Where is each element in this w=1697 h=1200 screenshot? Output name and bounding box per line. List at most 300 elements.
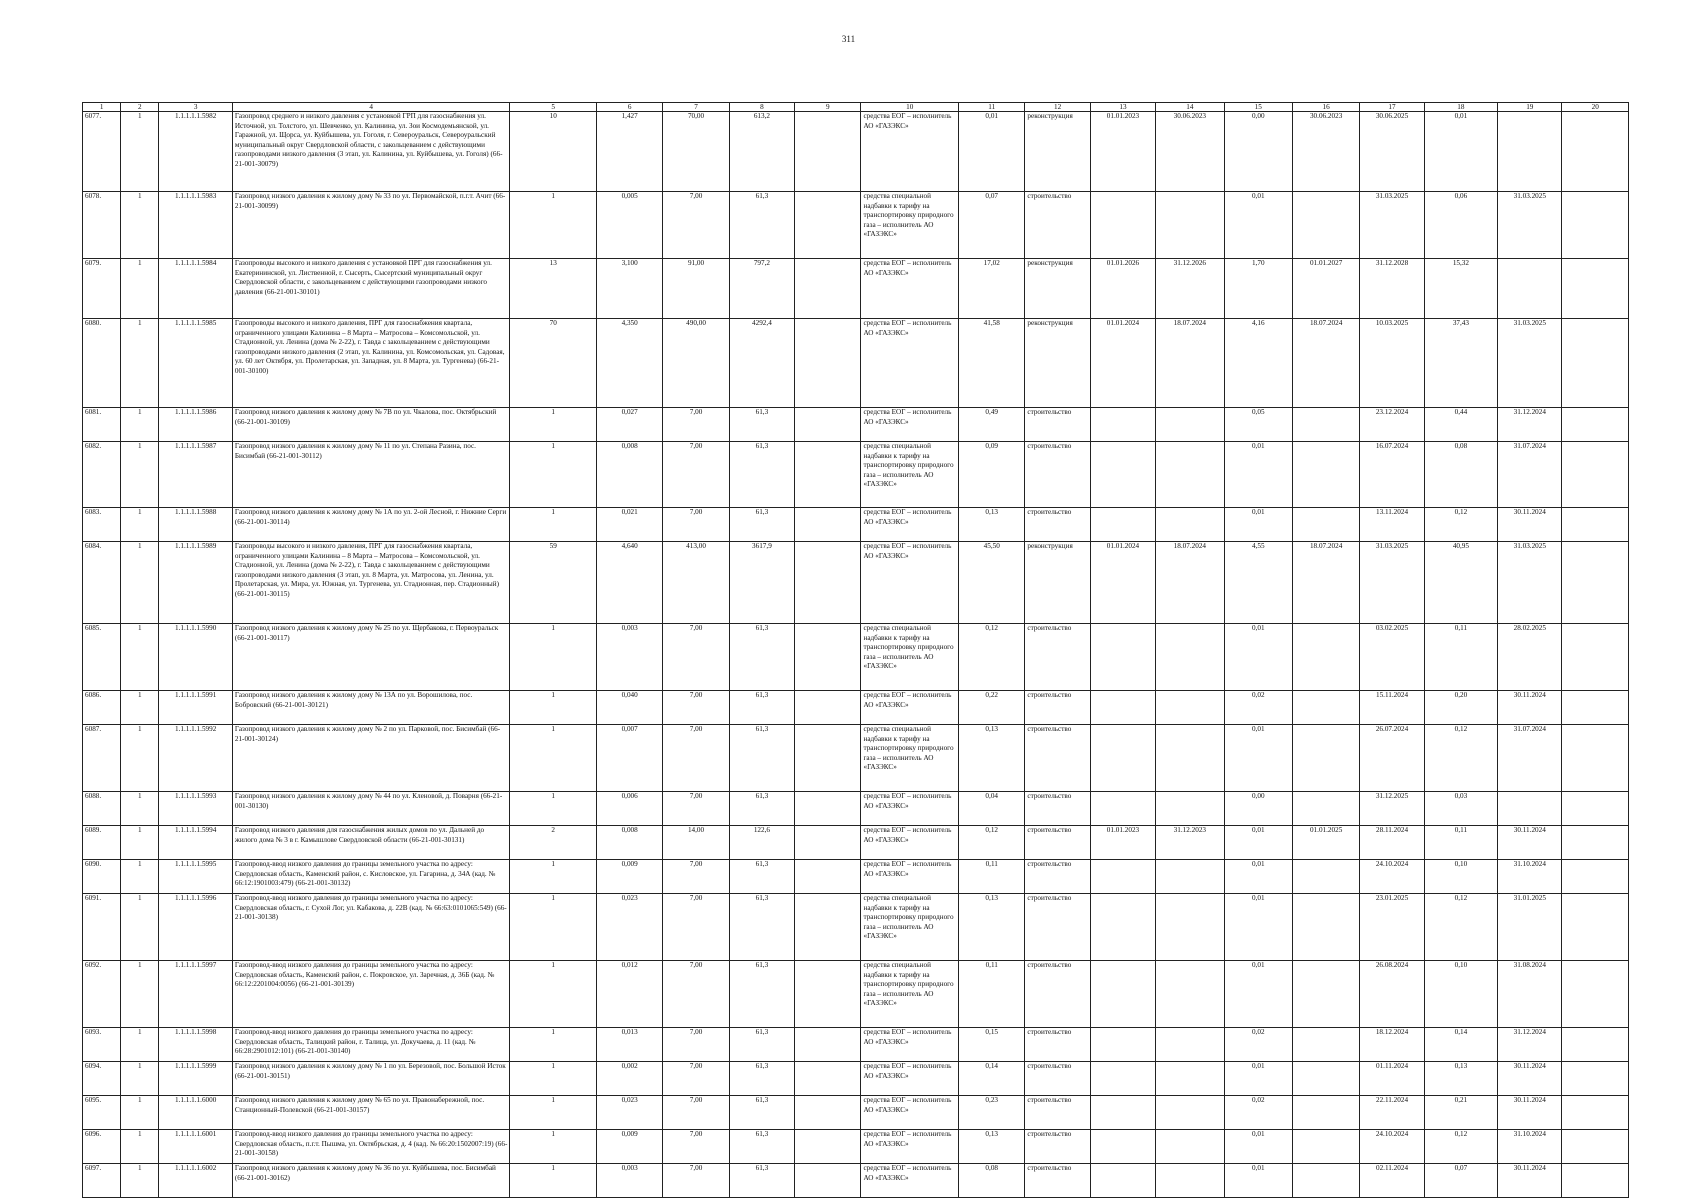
table-cell-col-3: 1.1.1.1.1.6002 [159, 1164, 232, 1198]
table-cell-col-1: 6083. [83, 508, 121, 542]
column-number-row [83, 103, 1629, 112]
table-cell-col-2: 1 [121, 1028, 159, 1062]
table-row [83, 1028, 1629, 1062]
table-cell-col-12: строительство [1025, 1164, 1090, 1198]
table-cell-col-4: Газопровод низкого давления к жилому дому № 25 по ул. Щербакова, г. Первоуральск (66-21-001-30117) [232, 624, 510, 691]
table-cell-col-19: 31.07.2024 [1498, 725, 1562, 792]
table-cell-col-20 [1562, 826, 1629, 860]
table-cell-col-17: 31.12.2025 [1360, 792, 1424, 826]
table-cell-col-8: 61,3 [729, 1062, 794, 1096]
table-cell-col-11: 0,01 [959, 112, 1025, 192]
table-cell-col-8: 61,3 [729, 192, 794, 259]
table-row [83, 1096, 1629, 1130]
table-cell-col-1: 6079. [83, 259, 121, 319]
table-cell-col-16 [1292, 725, 1359, 792]
table-cell-col-7: 7,00 [663, 1062, 729, 1096]
table-cell-col-2: 1 [121, 1130, 159, 1164]
table-cell-col-9 [795, 860, 861, 894]
table-cell-col-16 [1292, 961, 1359, 1028]
table-cell-col-11: 0,15 [959, 1028, 1025, 1062]
table-cell-col-17: 24.10.2024 [1360, 1130, 1424, 1164]
table-cell-col-3: 1.1.1.1.1.5984 [159, 259, 232, 319]
table-cell-col-7: 7,00 [663, 1028, 729, 1062]
page-number: 311 [841, 34, 856, 44]
table-cell-col-16 [1292, 1130, 1359, 1164]
table-cell-col-2: 1 [121, 112, 159, 192]
table-cell-col-5: 1 [510, 1062, 597, 1096]
table-cell-col-11: 17,02 [959, 259, 1025, 319]
table-cell-col-10: средства специальной надбавки к тарифу на транспортировку природного газа – исполнитель АО «ГАЗЭКС» [861, 624, 959, 691]
table-cell-col-12: строительство [1025, 860, 1090, 894]
table-cell-col-6: 0,008 [596, 826, 662, 860]
table-cell-col-12: реконструкция [1025, 319, 1090, 408]
table-cell-col-11: 0,08 [959, 1164, 1025, 1198]
table-cell-col-9 [795, 542, 861, 624]
table-cell-col-12: строительство [1025, 691, 1090, 725]
table-cell-col-15: 0,02 [1224, 691, 1292, 725]
table-cell-col-7: 7,00 [663, 408, 729, 442]
table-cell-col-14 [1156, 442, 1224, 508]
table-cell-col-20 [1562, 542, 1629, 624]
table-cell-col-4: Газопроводы высокого и низкого давления, ПРГ для газоснабжения квартала, ограниченного улицами Калинина – 8 Марта – Матросова – Комсомольской, ул. Стадионной, ул. Ленина (дома № 2-22), г. Тавда с закольцеванием с действующими газопроводами низкого давления (2 этап, ул. Калинина, ул. Комсомольская, ул. Садовая, ул. 60 лет Октября, ул. Пролетарская, ул. Западная, ул. 8 Марта, ул. Тургенева) (66-21-001-30100) [232, 319, 510, 408]
table-cell-col-14 [1156, 1164, 1224, 1198]
table-cell-col-20 [1562, 792, 1629, 826]
column-header: 5 [510, 103, 597, 112]
table-row [83, 508, 1629, 542]
table-row [83, 860, 1629, 894]
table-cell-col-19 [1498, 112, 1562, 192]
table-cell-col-18: 37,43 [1424, 319, 1497, 408]
table-cell-col-3: 1.1.1.1.1.5995 [159, 860, 232, 894]
table-row [83, 725, 1629, 792]
table-cell-col-7: 7,00 [663, 860, 729, 894]
table-cell-col-13 [1090, 624, 1155, 691]
table-cell-col-15: 0,01 [1224, 1130, 1292, 1164]
table-cell-col-13 [1090, 860, 1155, 894]
table-cell-col-16 [1292, 1096, 1359, 1130]
table-cell-col-6: 0,012 [596, 961, 662, 1028]
table-cell-col-5: 70 [510, 319, 597, 408]
table-cell-col-18: 0,12 [1424, 725, 1497, 792]
table-cell-col-9 [795, 259, 861, 319]
table-row [83, 1130, 1629, 1164]
table-cell-col-9 [795, 508, 861, 542]
column-header: 2 [121, 103, 159, 112]
table-row [83, 1062, 1629, 1096]
table-cell-col-13 [1090, 1164, 1155, 1198]
table-cell-col-5: 1 [510, 691, 597, 725]
table-cell-col-19: 31.12.2024 [1498, 408, 1562, 442]
table-cell-col-17: 18.12.2024 [1360, 1028, 1424, 1062]
table-cell-col-10: средства ЕОГ – исполнитель АО «ГАЗЭКС» [861, 860, 959, 894]
table-cell-col-10: средства ЕОГ – исполнитель АО «ГАЗЭКС» [861, 792, 959, 826]
table-cell-col-5: 1 [510, 860, 597, 894]
table-cell-col-6: 0,021 [596, 508, 662, 542]
table-cell-col-4: Газопровод низкого давления к жилому дому № 36 по ул. Куйбышева, пос. Бисимбай (66-21-001-30162) [232, 1164, 510, 1198]
table-cell-col-14 [1156, 1062, 1224, 1096]
column-header: 8 [729, 103, 794, 112]
table-cell-col-8: 61,3 [729, 624, 794, 691]
table-cell-col-8: 4292,4 [729, 319, 794, 408]
table-cell-col-19: 28.02.2025 [1498, 624, 1562, 691]
table-cell-col-7: 7,00 [663, 1164, 729, 1198]
table-cell-col-20 [1562, 112, 1629, 192]
table-cell-col-13 [1090, 691, 1155, 725]
table-cell-col-8: 61,3 [729, 792, 794, 826]
table-cell-col-6: 0,007 [596, 725, 662, 792]
table-cell-col-6: 0,008 [596, 442, 662, 508]
table-cell-col-15: 4,16 [1224, 319, 1292, 408]
table-cell-col-13: 01.01.2024 [1090, 319, 1155, 408]
table-cell-col-1: 6092. [83, 961, 121, 1028]
table-cell-col-15: 4,55 [1224, 542, 1292, 624]
table-cell-col-12: строительство [1025, 1062, 1090, 1096]
table-cell-col-20 [1562, 1130, 1629, 1164]
table-cell-col-7: 91,00 [663, 259, 729, 319]
column-header: 11 [959, 103, 1025, 112]
table-cell-col-16 [1292, 1164, 1359, 1198]
table-cell-col-20 [1562, 408, 1629, 442]
table-cell-col-11: 0,49 [959, 408, 1025, 442]
table-cell-col-6: 0,002 [596, 1062, 662, 1096]
table-cell-col-3: 1.1.1.1.1.6000 [159, 1096, 232, 1130]
table-cell-col-8: 613,2 [729, 112, 794, 192]
table-cell-col-20 [1562, 1062, 1629, 1096]
table-cell-col-9 [795, 691, 861, 725]
table-cell-col-14: 18.07.2024 [1156, 319, 1224, 408]
table-cell-col-11: 0,14 [959, 1062, 1025, 1096]
table-cell-col-7: 7,00 [663, 725, 729, 792]
table-cell-col-17: 26.07.2024 [1360, 725, 1424, 792]
table-cell-col-14 [1156, 725, 1224, 792]
table-cell-col-12: строительство [1025, 792, 1090, 826]
table-cell-col-10: средства специальной надбавки к тарифу на транспортировку природного газа – исполнитель АО «ГАЗЭКС» [861, 961, 959, 1028]
table-cell-col-2: 1 [121, 408, 159, 442]
column-header: 19 [1498, 103, 1562, 112]
table-cell-col-12: строительство [1025, 192, 1090, 259]
table-cell-col-14 [1156, 508, 1224, 542]
table-cell-col-19: 30.11.2024 [1498, 1164, 1562, 1198]
table-cell-col-19 [1498, 259, 1562, 319]
column-header: 13 [1090, 103, 1155, 112]
table-cell-col-3: 1.1.1.1.1.5990 [159, 624, 232, 691]
table-cell-col-15: 0,01 [1224, 826, 1292, 860]
table-cell-col-18: 0,10 [1424, 860, 1497, 894]
table-row [83, 259, 1629, 319]
table-cell-col-6: 0,003 [596, 1164, 662, 1198]
column-header: 18 [1424, 103, 1497, 112]
table-cell-col-16 [1292, 408, 1359, 442]
table-cell-col-6: 4,350 [596, 319, 662, 408]
table-cell-col-16: 30.06.2023 [1292, 112, 1359, 192]
table-cell-col-8: 61,3 [729, 442, 794, 508]
table-cell-col-3: 1.1.1.1.1.5986 [159, 408, 232, 442]
table-row [83, 542, 1629, 624]
table-cell-col-5: 1 [510, 1096, 597, 1130]
table-cell-col-12: строительство [1025, 894, 1090, 961]
table-cell-col-12: строительство [1025, 1028, 1090, 1062]
table-cell-col-4: Газопровод-ввод низкого давления до границы земельного участка по адресу: Свердловская область, Каменский район, с. Покровское, ул. Заречная, д. 36Б (кад. № 66:12:2201004:0056) (66-21-001-30139) [232, 961, 510, 1028]
table-cell-col-11: 0,23 [959, 1096, 1025, 1130]
table-row [83, 792, 1629, 826]
table-cell-col-3: 1.1.1.1.1.5985 [159, 319, 232, 408]
table-cell-col-19: 31.01.2025 [1498, 894, 1562, 961]
table-cell-col-13 [1090, 961, 1155, 1028]
table-cell-col-17: 02.11.2024 [1360, 1164, 1424, 1198]
table-cell-col-19: 31.07.2024 [1498, 442, 1562, 508]
table-cell-col-18: 0,03 [1424, 792, 1497, 826]
table-cell-col-13 [1090, 508, 1155, 542]
table-cell-col-18: 0,11 [1424, 624, 1497, 691]
table-cell-col-14 [1156, 792, 1224, 826]
table-cell-col-7: 7,00 [663, 192, 729, 259]
table-row [83, 192, 1629, 259]
table-cell-col-13: 01.01.2026 [1090, 259, 1155, 319]
table-cell-col-4: Газопровод низкого давления к жилому дому № 1 по ул. Березовой, пос. Большой Исток (66-21-001-30151) [232, 1062, 510, 1096]
table-cell-col-12: реконструкция [1025, 259, 1090, 319]
table-cell-col-17: 01.11.2024 [1360, 1062, 1424, 1096]
table-cell-col-4: Газопровод-ввод низкого давления до границы земельного участка по адресу: Свердловская область, Талицкий район, г. Талица, ул. Докучаева, д. 11 (кад. № 66:28:2901012:101) (66-21-001-30140) [232, 1028, 510, 1062]
table-cell-col-5: 59 [510, 542, 597, 624]
table-cell-col-18: 0,12 [1424, 508, 1497, 542]
table-cell-col-19 [1498, 792, 1562, 826]
table-cell-col-17: 23.12.2024 [1360, 408, 1424, 442]
table-cell-col-6: 0,006 [596, 792, 662, 826]
table-cell-col-20 [1562, 442, 1629, 508]
table-cell-col-6: 0,009 [596, 1130, 662, 1164]
table-cell-col-15: 0,01 [1224, 442, 1292, 508]
table-cell-col-1: 6084. [83, 542, 121, 624]
table-cell-col-18: 0,12 [1424, 1130, 1497, 1164]
table-cell-col-6: 0,003 [596, 624, 662, 691]
table-cell-col-20 [1562, 860, 1629, 894]
table-cell-col-8: 61,3 [729, 1130, 794, 1164]
table-cell-col-18: 0,12 [1424, 894, 1497, 961]
table-cell-col-10: средства ЕОГ – исполнитель АО «ГАЗЭКС» [861, 826, 959, 860]
table-row [83, 961, 1629, 1028]
table-cell-col-19: 31.12.2024 [1498, 1028, 1562, 1062]
table-cell-col-19: 30.11.2024 [1498, 826, 1562, 860]
table-cell-col-20 [1562, 1028, 1629, 1062]
table-cell-col-18: 15,32 [1424, 259, 1497, 319]
table-cell-col-18: 0,10 [1424, 961, 1497, 1028]
table-cell-col-1: 6077. [83, 112, 121, 192]
table-cell-col-13 [1090, 725, 1155, 792]
table-cell-col-2: 1 [121, 1062, 159, 1096]
table-cell-col-18: 0,14 [1424, 1028, 1497, 1062]
table-cell-col-1: 6090. [83, 860, 121, 894]
table-cell-col-1: 6081. [83, 408, 121, 442]
table-cell-col-9 [795, 1130, 861, 1164]
table-cell-col-16 [1292, 894, 1359, 961]
table-cell-col-11: 0,11 [959, 860, 1025, 894]
table-cell-col-18: 0,08 [1424, 442, 1497, 508]
table-cell-col-15: 0,01 [1224, 961, 1292, 1028]
table-cell-col-3: 1.1.1.1.1.5992 [159, 725, 232, 792]
table-cell-col-5: 1 [510, 442, 597, 508]
column-header: 15 [1224, 103, 1292, 112]
table-row [83, 826, 1629, 860]
table-cell-col-4: Газопровод низкого давления к жилому дому № 2 по ул. Парковой, пос. Бисимбай (66-21-001-30124) [232, 725, 510, 792]
table-cell-col-1: 6085. [83, 624, 121, 691]
table-cell-col-13 [1090, 192, 1155, 259]
table-cell-col-10: средства ЕОГ – исполнитель АО «ГАЗЭКС» [861, 1028, 959, 1062]
table-cell-col-16: 01.01.2027 [1292, 259, 1359, 319]
table-cell-col-20 [1562, 725, 1629, 792]
table-cell-col-7: 413,00 [663, 542, 729, 624]
table-cell-col-12: строительство [1025, 961, 1090, 1028]
column-header: 3 [159, 103, 232, 112]
table-row [83, 319, 1629, 408]
table-cell-col-8: 61,3 [729, 1164, 794, 1198]
table-cell-col-16 [1292, 624, 1359, 691]
table-cell-col-9 [795, 961, 861, 1028]
table-cell-col-10: средства специальной надбавки к тарифу на транспортировку природного газа – исполнитель АО «ГАЗЭКС» [861, 192, 959, 259]
table-cell-col-19: 30.11.2024 [1498, 1096, 1562, 1130]
table-cell-col-1: 6096. [83, 1130, 121, 1164]
table-cell-col-7: 7,00 [663, 691, 729, 725]
column-header: 1 [83, 103, 121, 112]
table-cell-col-4: Газопровод низкого давления для газоснабжения жилых домов по ул. Дальней до жилого дома № 3 в г. Камышлове Свердловской области (66-21-001-30131) [232, 826, 510, 860]
table-cell-col-1: 6095. [83, 1096, 121, 1130]
table-cell-col-4: Газопровод низкого давления к жилому дому № 44 по ул. Кленовой, д. Поварня (66-21-001-30130) [232, 792, 510, 826]
table-cell-col-4: Газопровод низкого давления к жилому дому № 33 по ул. Первомайской, п.г.т. Ачит (66-21-001-30099) [232, 192, 510, 259]
table-cell-col-19: 30.11.2024 [1498, 691, 1562, 725]
table-cell-col-18: 0,13 [1424, 1062, 1497, 1096]
table-cell-col-19: 31.03.2025 [1498, 542, 1562, 624]
table-cell-col-9 [795, 1164, 861, 1198]
column-header: 9 [795, 103, 861, 112]
table-cell-col-14 [1156, 1028, 1224, 1062]
table-cell-col-2: 1 [121, 792, 159, 826]
table-cell-col-10: средства ЕОГ – исполнитель АО «ГАЗЭКС» [861, 319, 959, 408]
table-cell-col-14 [1156, 408, 1224, 442]
table-cell-col-10: средства ЕОГ – исполнитель АО «ГАЗЭКС» [861, 1164, 959, 1198]
table-cell-col-5: 1 [510, 508, 597, 542]
table-cell-col-10: средства ЕОГ – исполнитель АО «ГАЗЭКС» [861, 112, 959, 192]
table-cell-col-15: 0,01 [1224, 860, 1292, 894]
table-cell-col-14 [1156, 894, 1224, 961]
table-cell-col-9 [795, 624, 861, 691]
table-cell-col-6: 0,009 [596, 860, 662, 894]
table-cell-col-14 [1156, 1096, 1224, 1130]
table-cell-col-14 [1156, 192, 1224, 259]
table-cell-col-1: 6087. [83, 725, 121, 792]
table-cell-col-17: 13.11.2024 [1360, 508, 1424, 542]
table-cell-col-5: 1 [510, 894, 597, 961]
table-cell-col-6: 0,040 [596, 691, 662, 725]
table-cell-col-15: 1,70 [1224, 259, 1292, 319]
table-cell-col-6: 0,023 [596, 1096, 662, 1130]
table-cell-col-5: 1 [510, 725, 597, 792]
table-cell-col-6: 0,023 [596, 894, 662, 961]
table-cell-col-2: 1 [121, 860, 159, 894]
table-row [83, 1164, 1629, 1198]
table-cell-col-16: 01.01.2025 [1292, 826, 1359, 860]
table-cell-col-15: 0,02 [1224, 1028, 1292, 1062]
table-cell-col-11: 45,50 [959, 542, 1025, 624]
table-cell-col-20 [1562, 961, 1629, 1028]
column-header: 16 [1292, 103, 1359, 112]
table-cell-col-15: 0,05 [1224, 408, 1292, 442]
table-cell-col-17: 24.10.2024 [1360, 860, 1424, 894]
column-header: 4 [232, 103, 510, 112]
table-cell-col-9 [795, 192, 861, 259]
table-cell-col-18: 0,20 [1424, 691, 1497, 725]
table-cell-col-4: Газопровод-ввод низкого давления до границы земельного участка по адресу: Свердловская область, п.г.т. Пышма, ул. Октябрьская, д. 4 (кад. № 66:20:1502007:19) (66-21-001-30158) [232, 1130, 510, 1164]
table-cell-col-17: 23.01.2025 [1360, 894, 1424, 961]
table-cell-col-17: 31.03.2025 [1360, 542, 1424, 624]
table-cell-col-5: 1 [510, 792, 597, 826]
table-cell-col-17: 31.03.2025 [1360, 192, 1424, 259]
table-cell-col-4: Газопровод-ввод низкого давления до границы земельного участка по адресу: Свердловская область, Каменский район, с. Кисловское, ул. Гагарина, д. 34А (кад. № 66:12:1901003:479) (66-21-001-30132) [232, 860, 510, 894]
table-cell-col-20 [1562, 259, 1629, 319]
table-cell-col-14 [1156, 624, 1224, 691]
table-cell-col-18: 0,06 [1424, 192, 1497, 259]
table-cell-col-8: 61,3 [729, 1028, 794, 1062]
table-cell-col-13 [1090, 792, 1155, 826]
table-cell-col-16 [1292, 508, 1359, 542]
table-cell-col-3: 1.1.1.1.1.6001 [159, 1130, 232, 1164]
table-cell-col-6: 3,100 [596, 259, 662, 319]
table-row [83, 894, 1629, 961]
table-cell-col-17: 03.02.2025 [1360, 624, 1424, 691]
table-cell-col-5: 1 [510, 961, 597, 1028]
table-cell-col-20 [1562, 691, 1629, 725]
table-row [83, 112, 1629, 192]
table-cell-col-12: строительство [1025, 1130, 1090, 1164]
table-cell-col-5: 10 [510, 112, 597, 192]
table-cell-col-4: Газопровод низкого давления к жилому дому № 11 по ул. Степана Разина, пос. Бисимбай (66-21-001-30112) [232, 442, 510, 508]
table-cell-col-20 [1562, 319, 1629, 408]
table-cell-col-13 [1090, 442, 1155, 508]
table-cell-col-1: 6080. [83, 319, 121, 408]
column-header: 14 [1156, 103, 1224, 112]
table-cell-col-2: 1 [121, 542, 159, 624]
table-cell-col-19: 31.03.2025 [1498, 192, 1562, 259]
table-cell-col-11: 0,07 [959, 192, 1025, 259]
table-cell-col-2: 1 [121, 691, 159, 725]
table-cell-col-10: средства ЕОГ – исполнитель АО «ГАЗЭКС» [861, 1062, 959, 1096]
table-cell-col-1: 6088. [83, 792, 121, 826]
table-cell-col-15: 0,02 [1224, 1096, 1292, 1130]
table-cell-col-18: 40,95 [1424, 542, 1497, 624]
table-cell-col-16 [1292, 1028, 1359, 1062]
table-cell-col-5: 1 [510, 1028, 597, 1062]
table-cell-col-11: 0,13 [959, 725, 1025, 792]
table-cell-col-9 [795, 1028, 861, 1062]
table-cell-col-20 [1562, 192, 1629, 259]
table-cell-col-12: строительство [1025, 508, 1090, 542]
table-cell-col-4: Газопровод низкого давления к жилому дому № 13А по ул. Ворошилова, пос. Бобровский (66-21-001-30121) [232, 691, 510, 725]
table-cell-col-16 [1292, 1062, 1359, 1096]
table-cell-col-11: 0,13 [959, 1130, 1025, 1164]
table-cell-col-15: 0,01 [1224, 192, 1292, 259]
table-cell-col-1: 6097. [83, 1164, 121, 1198]
table-cell-col-16 [1292, 860, 1359, 894]
table-cell-col-19: 31.10.2024 [1498, 1130, 1562, 1164]
table-cell-col-18: 0,07 [1424, 1164, 1497, 1198]
table-cell-col-18: 0,21 [1424, 1096, 1497, 1130]
table-cell-col-9 [795, 442, 861, 508]
table-cell-col-9 [795, 725, 861, 792]
table-cell-col-8: 797,2 [729, 259, 794, 319]
table-cell-col-7: 7,00 [663, 792, 729, 826]
table-row [83, 442, 1629, 508]
table-cell-col-20 [1562, 1096, 1629, 1130]
table-cell-col-8: 61,3 [729, 508, 794, 542]
table-cell-col-14: 18.07.2024 [1156, 542, 1224, 624]
